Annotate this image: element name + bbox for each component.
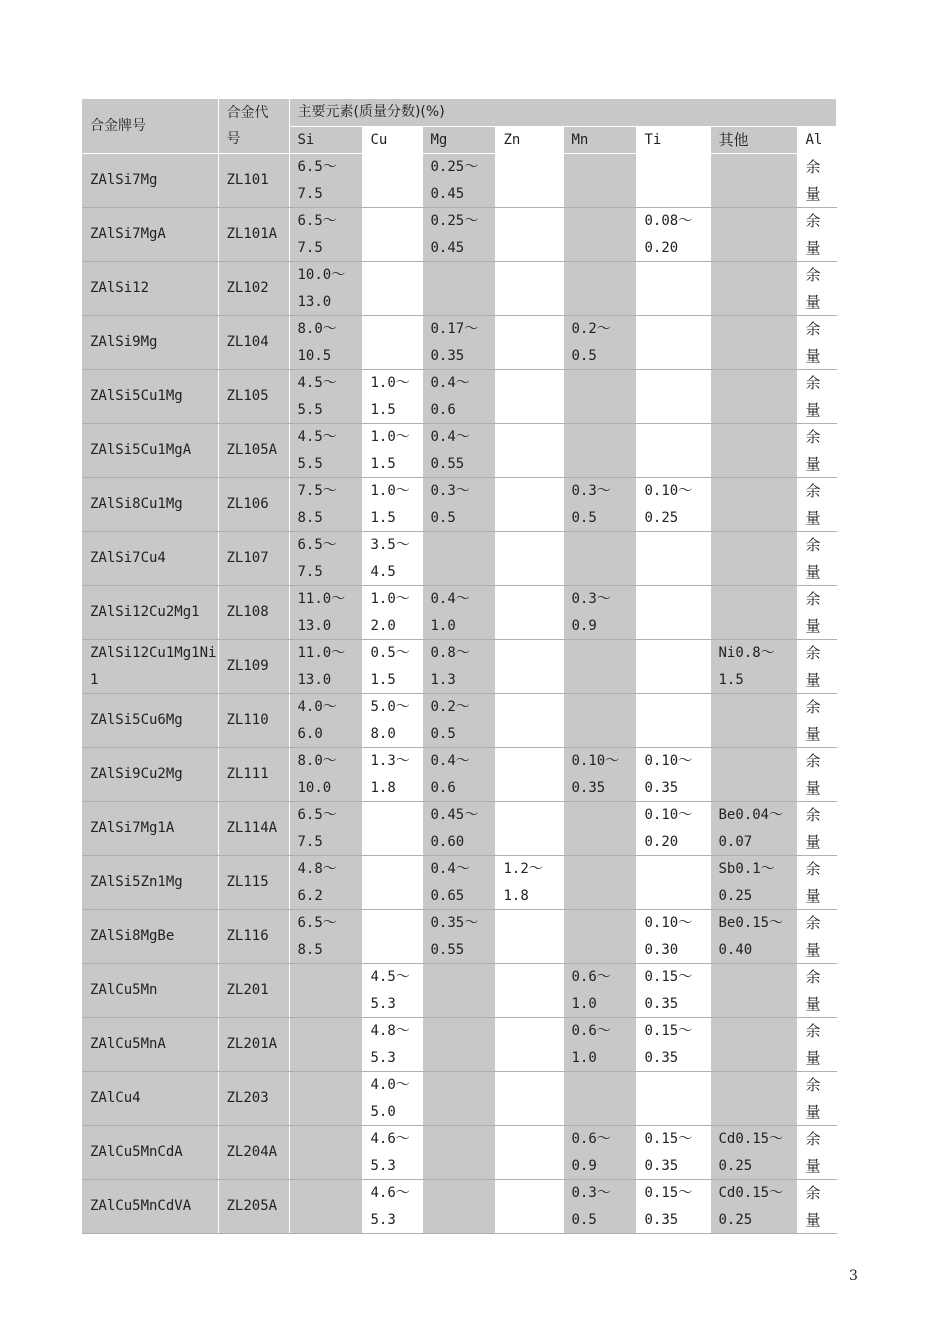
cell-al: 余 量 [797, 1126, 836, 1180]
cell-zn [495, 316, 563, 370]
cell-alloy-code: ZL101A [218, 208, 289, 262]
cell-al: 余 量 [797, 910, 836, 964]
cell-cu: 4.0～ 5.0 [362, 1072, 422, 1126]
cell-ti: 0.15～ 0.35 [636, 964, 710, 1018]
cell-mn [563, 532, 636, 586]
cell-alloy-code: ZL115 [218, 856, 289, 910]
cell-al: 余 量 [797, 316, 836, 370]
cell-mn: 0.6～ 1.0 [563, 1018, 636, 1072]
cell-mg: 0.4～ 1.0 [422, 586, 495, 640]
cell-alloy-code: ZL105 [218, 370, 289, 424]
cell-other [710, 370, 797, 424]
cell-ti: 0.15～ 0.35 [636, 1126, 710, 1180]
table-row [82, 1072, 836, 1126]
cell-alloy-code: ZL108 [218, 586, 289, 640]
cell-ti: 0.10～ 0.30 [636, 910, 710, 964]
table-row [82, 370, 836, 424]
page-number: 3 [849, 1268, 858, 1284]
cell-zn [495, 1180, 563, 1234]
cell-ti: 0.10～ 0.25 [636, 478, 710, 532]
table-row [82, 964, 836, 1018]
cell-mg: 0.8～ 1.3 [422, 640, 495, 694]
table-row [82, 424, 836, 478]
cell-cu [362, 208, 422, 262]
cell-alloy-code: ZL105A [218, 424, 289, 478]
cell-zn: 1.2～ 1.8 [495, 856, 563, 910]
cell-al: 余 量 [797, 748, 836, 802]
cell-mg [422, 1072, 495, 1126]
cell-zn [495, 154, 563, 208]
cell-zn [495, 532, 563, 586]
cell-mg: 0.4～ 0.6 [422, 370, 495, 424]
cell-cu [362, 910, 422, 964]
cell-cu [362, 856, 422, 910]
cell-al: 余 量 [797, 964, 836, 1018]
cell-si: 6.5～ 7.5 [289, 532, 362, 586]
header-alloy-code: 合金代 号 [218, 99, 289, 154]
cell-si [289, 1072, 362, 1126]
cell-al: 余 量 [797, 208, 836, 262]
cell-zn [495, 748, 563, 802]
cell-mn: 0.6～ 0.9 [563, 1126, 636, 1180]
cell-cu: 5.0～ 8.0 [362, 694, 422, 748]
cell-al: 余 量 [797, 1018, 836, 1072]
cell-other [710, 532, 797, 586]
header-alloy-name: 合金牌号 [82, 99, 218, 154]
cell-mg: 0.17～ 0.35 [422, 316, 495, 370]
cell-zn [495, 478, 563, 532]
cell-mn [563, 208, 636, 262]
cell-ti [636, 262, 710, 316]
cell-cu [362, 154, 422, 208]
cell-mg: 0.2～ 0.5 [422, 694, 495, 748]
cell-ti [636, 1072, 710, 1126]
cell-alloy-code: ZL110 [218, 694, 289, 748]
cell-cu: 4.8～ 5.3 [362, 1018, 422, 1072]
cell-other [710, 316, 797, 370]
cell-mg [422, 1180, 495, 1234]
header-main-elements: 主要元素(质量分数)(%) [289, 99, 836, 126]
cell-al: 余 量 [797, 478, 836, 532]
cell-other: Ni0.8～ 1.5 [710, 640, 797, 694]
cell-alloy-code: ZL203 [218, 1072, 289, 1126]
table-row [82, 1018, 836, 1072]
cell-zn [495, 694, 563, 748]
cell-mg [422, 532, 495, 586]
cell-alloy-code: ZL109 [218, 640, 289, 694]
cell-si: 11.0～ 13.0 [289, 586, 362, 640]
cell-other [710, 1072, 797, 1126]
cell-cu: 4.6～ 5.3 [362, 1126, 422, 1180]
cell-si [289, 1018, 362, 1072]
cell-mn [563, 262, 636, 316]
cell-si: 4.0～ 6.0 [289, 694, 362, 748]
cell-mn: 0.3～ 0.5 [563, 478, 636, 532]
table-row [82, 586, 836, 640]
cell-al: 余 量 [797, 532, 836, 586]
cell-alloy-name: ZAlSi5Cu1Mg [82, 370, 218, 424]
header-col-zn: Zn [495, 126, 563, 154]
cell-alloy-name: ZAlSi9Mg [82, 316, 218, 370]
cell-si: 11.0～ 13.0 [289, 640, 362, 694]
cell-other [710, 478, 797, 532]
cell-al: 余 量 [797, 586, 836, 640]
cell-alloy-name: ZAlSi7Cu4 [82, 532, 218, 586]
cell-ti [636, 424, 710, 478]
cell-al: 余 量 [797, 154, 836, 208]
cell-alloy-name: ZAlSi7MgA [82, 208, 218, 262]
cell-si: 4.5～ 5.5 [289, 424, 362, 478]
cell-ti [636, 694, 710, 748]
cell-alloy-name: ZAlSi8Cu1Mg [82, 478, 218, 532]
cell-si: 6.5～ 8.5 [289, 910, 362, 964]
cell-mg [422, 1018, 495, 1072]
table-row [82, 208, 836, 262]
table-row [82, 910, 836, 964]
cell-mg: 0.4～ 0.6 [422, 748, 495, 802]
cell-alloy-name: ZAlSi12Cu1Mg1Ni 1 [82, 640, 218, 694]
cell-zn [495, 208, 563, 262]
cell-si: 7.5～ 8.5 [289, 478, 362, 532]
cell-zn [495, 370, 563, 424]
cell-al: 余 量 [797, 1072, 836, 1126]
cell-alloy-code: ZL205A [218, 1180, 289, 1234]
cell-other [710, 208, 797, 262]
cell-ti: 0.08～ 0.20 [636, 208, 710, 262]
cell-alloy-name: ZAlCu4 [82, 1072, 218, 1126]
cell-mg: 0.35～ 0.55 [422, 910, 495, 964]
cell-cu: 1.0～ 1.5 [362, 478, 422, 532]
cell-mg [422, 1126, 495, 1180]
cell-cu: 1.0～ 2.0 [362, 586, 422, 640]
cell-al: 余 量 [797, 640, 836, 694]
cell-cu [362, 262, 422, 316]
cell-ti [636, 586, 710, 640]
cell-alloy-code: ZL101 [218, 154, 289, 208]
header-col-al: Al [797, 126, 836, 154]
cell-si: 10.0～ 13.0 [289, 262, 362, 316]
cell-other: Sb0.1～ 0.25 [710, 856, 797, 910]
cell-si [289, 1180, 362, 1234]
cell-zn [495, 586, 563, 640]
table-row [82, 802, 836, 856]
cell-mn [563, 910, 636, 964]
cell-cu: 1.0～ 1.5 [362, 424, 422, 478]
alloy-composition-table [82, 99, 837, 1234]
cell-other: Be0.04～ 0.07 [710, 802, 797, 856]
cell-cu [362, 316, 422, 370]
cell-mn [563, 154, 636, 208]
cell-mn [563, 694, 636, 748]
cell-al: 余 量 [797, 694, 836, 748]
cell-mn: 0.2～ 0.5 [563, 316, 636, 370]
cell-alloy-name: ZAlSi5Zn1Mg [82, 856, 218, 910]
cell-zn [495, 964, 563, 1018]
header-col-ti: Ti [636, 126, 710, 154]
cell-mg: 0.4～ 0.55 [422, 424, 495, 478]
cell-alloy-name: ZAlSi7Mg [82, 154, 218, 208]
cell-alloy-code: ZL106 [218, 478, 289, 532]
cell-mn: 0.10～ 0.35 [563, 748, 636, 802]
cell-alloy-code: ZL116 [218, 910, 289, 964]
cell-zn [495, 910, 563, 964]
cell-ti [636, 856, 710, 910]
cell-mg: 0.4～ 0.65 [422, 856, 495, 910]
cell-other: Cd0.15～ 0.25 [710, 1180, 797, 1234]
cell-mg: 0.3～ 0.5 [422, 478, 495, 532]
table-row [82, 694, 836, 748]
cell-alloy-name: ZAlSi9Cu2Mg [82, 748, 218, 802]
header-col-si: Si [289, 126, 362, 154]
cell-zn [495, 640, 563, 694]
cell-al: 余 量 [797, 856, 836, 910]
cell-mg [422, 964, 495, 1018]
cell-other [710, 1018, 797, 1072]
cell-cu: 4.6～ 5.3 [362, 1180, 422, 1234]
cell-mg: 0.25～ 0.45 [422, 208, 495, 262]
header-col-mg: Mg [422, 126, 495, 154]
cell-mg: 0.45～ 0.60 [422, 802, 495, 856]
cell-zn [495, 1018, 563, 1072]
cell-ti [636, 532, 710, 586]
cell-si [289, 1126, 362, 1180]
cell-mn: 0.6～ 1.0 [563, 964, 636, 1018]
cell-si: 6.5～ 7.5 [289, 154, 362, 208]
cell-si: 8.0～ 10.0 [289, 748, 362, 802]
cell-si: 6.5～ 7.5 [289, 208, 362, 262]
cell-alloy-name: ZAlSi12Cu2Mg1 [82, 586, 218, 640]
cell-cu: 0.5～ 1.5 [362, 640, 422, 694]
table-row [82, 748, 836, 802]
table-row [82, 154, 836, 208]
cell-mn: 0.3～ 0.5 [563, 1180, 636, 1234]
cell-si: 6.5～ 7.5 [289, 802, 362, 856]
cell-si: 4.5～ 5.5 [289, 370, 362, 424]
cell-mg [422, 262, 495, 316]
cell-al: 余 量 [797, 424, 836, 478]
cell-other: Cd0.15～ 0.25 [710, 1126, 797, 1180]
cell-alloy-code: ZL111 [218, 748, 289, 802]
cell-alloy-name: ZAlCu5Mn [82, 964, 218, 1018]
cell-ti: 0.15～ 0.35 [636, 1180, 710, 1234]
cell-other [710, 262, 797, 316]
cell-ti: 0.10～ 0.35 [636, 748, 710, 802]
cell-zn [495, 262, 563, 316]
cell-mn: 0.3～ 0.9 [563, 586, 636, 640]
cell-al: 余 量 [797, 262, 836, 316]
cell-mn [563, 856, 636, 910]
cell-alloy-name: ZAlCu5MnCdVA [82, 1180, 218, 1234]
cell-zn [495, 1072, 563, 1126]
cell-alloy-code: ZL201A [218, 1018, 289, 1072]
cell-cu: 1.3～ 1.8 [362, 748, 422, 802]
cell-alloy-name: ZAlSi5Cu1MgA [82, 424, 218, 478]
cell-si: 8.0～ 10.5 [289, 316, 362, 370]
cell-alloy-code: ZL204A [218, 1126, 289, 1180]
cell-zn [495, 424, 563, 478]
cell-mn [563, 640, 636, 694]
cell-ti [636, 640, 710, 694]
cell-alloy-name: ZAlCu5MnA [82, 1018, 218, 1072]
cell-si [289, 964, 362, 1018]
cell-ti [636, 154, 710, 208]
cell-al: 余 量 [797, 1180, 836, 1234]
cell-alloy-name: ZAlSi12 [82, 262, 218, 316]
cell-other [710, 694, 797, 748]
header-col-other: 其他 [710, 126, 797, 154]
cell-mn [563, 424, 636, 478]
table-row [82, 640, 836, 694]
cell-other [710, 748, 797, 802]
cell-alloy-code: ZL104 [218, 316, 289, 370]
header-row-top [82, 99, 836, 126]
cell-other [710, 424, 797, 478]
cell-alloy-code: ZL201 [218, 964, 289, 1018]
cell-si: 4.8～ 6.2 [289, 856, 362, 910]
cell-ti [636, 370, 710, 424]
cell-other: Be0.15～ 0.40 [710, 910, 797, 964]
cell-cu: 1.0～ 1.5 [362, 370, 422, 424]
cell-mg: 0.25～ 0.45 [422, 154, 495, 208]
cell-other [710, 154, 797, 208]
cell-alloy-name: ZAlSi7Mg1A [82, 802, 218, 856]
cell-ti [636, 316, 710, 370]
table-row [82, 478, 836, 532]
cell-ti: 0.10～ 0.20 [636, 802, 710, 856]
cell-alloy-name: ZAlSi5Cu6Mg [82, 694, 218, 748]
cell-cu [362, 802, 422, 856]
cell-other [710, 586, 797, 640]
cell-al: 余 量 [797, 802, 836, 856]
table-row [82, 262, 836, 316]
cell-alloy-code: ZL107 [218, 532, 289, 586]
table-row [82, 1126, 836, 1180]
header-col-mn: Mn [563, 126, 636, 154]
cell-zn [495, 802, 563, 856]
table-row [82, 316, 836, 370]
cell-mn [563, 802, 636, 856]
cell-alloy-code: ZL102 [218, 262, 289, 316]
cell-al: 余 量 [797, 370, 836, 424]
cell-alloy-name: ZAlCu5MnCdA [82, 1126, 218, 1180]
cell-alloy-code: ZL114A [218, 802, 289, 856]
header-col-cu: Cu [362, 126, 422, 154]
table-body [82, 154, 836, 1234]
table-row [82, 1180, 836, 1234]
cell-mn [563, 370, 636, 424]
table-row [82, 532, 836, 586]
cell-mn [563, 1072, 636, 1126]
cell-cu: 3.5～ 4.5 [362, 532, 422, 586]
cell-ti: 0.15～ 0.35 [636, 1018, 710, 1072]
cell-cu: 4.5～ 5.3 [362, 964, 422, 1018]
cell-zn [495, 1126, 563, 1180]
cell-other [710, 964, 797, 1018]
table-row [82, 856, 836, 910]
cell-alloy-name: ZAlSi8MgBe [82, 910, 218, 964]
